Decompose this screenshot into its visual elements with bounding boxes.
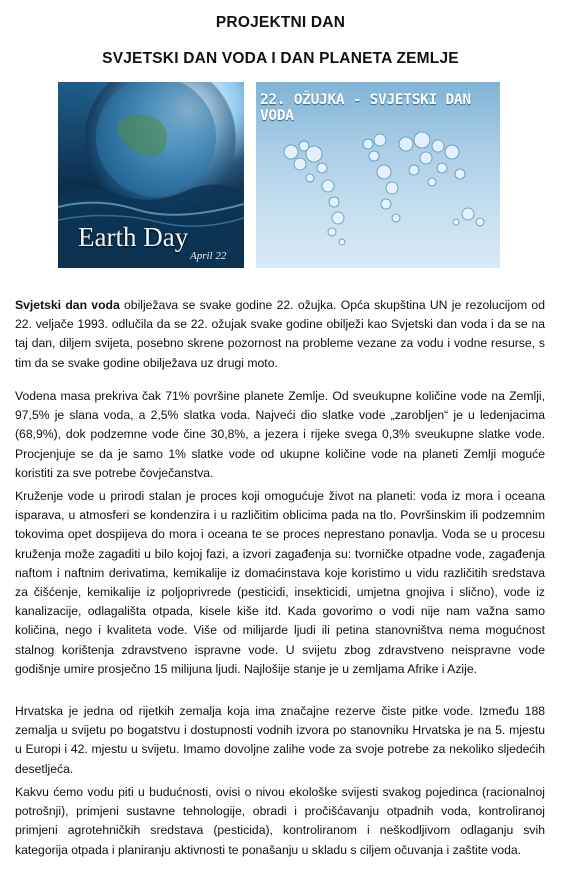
paragraph-lead-rest: obilježava se svake godine 22. ožujka. Opća skupština UN je rezolucijom od 22. veljače 1993. odlučila da se 22. ožujak svake godine obilježi kao Svjetski dan voda i da se na taj dan, diljem svijeta, posebno skrene pozornost na probleme vezane za vodu i vodne resurse, s tim da se svake godine obilježava uz drugi moto.: [15, 298, 545, 370]
paragraph-future-water: Kakvu ćemo vodu piti u budućnosti, ovisi o nivou ekološke svijesti svakog pojedinca (racionalnoj potrošnji), primjeni sustavne tehnologije, obradi i pročišćavanju otpadnih voda, kontroliranoj primjeni agrotehničkih sredstava (pesticida), kontroliranom i neškodljivom odlaganju svih kategorija otpada i planiranju aktivnosti te ponašanju u skladu s ciljem očuvanja i zaštite voda.: [15, 785, 545, 857]
earth-day-image: [58, 82, 244, 268]
paragraph-lead-bold: Svjetski dan voda: [15, 298, 120, 312]
document-subtitle: SVJETSKI DAN VODA I DAN PLANETA ZEMLJE: [102, 50, 459, 67]
earth-day-date: April 22: [190, 250, 227, 262]
earth-day-title: Earth Day: [78, 222, 189, 252]
water-day-image: [256, 82, 500, 268]
paragraph-croatia-reserves: Hrvatska je jedna od rijetkih zemalja koja ima značajne rezerve čiste pitke vode. Između 188 zemalja u svijetu po bogatstvu i dostupnosti vodnih izvora po stanovniku Hrvatska je na 5. mjestu u Europi i 42. mjestu u svijetu. Imamo dovoljne zalihe vode za svoje potrebe za nekoliko sljedećih desetljeća.: [15, 704, 545, 776]
paragraph-world-water-day: [15, 296, 545, 373]
water-day-title: 22. OŽUJKA - SVJETSKI DAN VODA: [260, 92, 471, 124]
water-droplet-map-graphic: [256, 82, 500, 268]
paragraph-water-cycle: Kruženje vode u prirodi stalan je proces koji omogućuje život na planeti: voda iz mora i oceana isparava, u atmosferi se kondenzira i u različitim oblicima pada na tlo. Površinskim ili podzemnim tokovima opet dospijeva do mora i oceana te se proces neprestano ponavlja. Voda se u procesu kruženja može zagaditi u bilo kojoj fazi, a izvori zagađenja su: tvorničke otpadne vode, zagađenja naftom i naftnim derivatima, kemikalije iz domaćinstava koje koristimo u vidu različitih sredstava za čišćenje, kemikalije iz poljoprivrede (pesticidi, insekticidi, umjetna gnojiva i slično), vode iz kanalizacije, odlagališta otpada, kisele kiše itd. Kada govorimo o vodi nije nam važna samo količina, nego i kvaliteta vode. Više od milijarde ljudi ili petina stanovništva nema mogućnost stalnog korištenja zdravstveno ispravne vode. U svijetu zbog zdravstveno neispravne vode godišnje umire prosječno 15 milijuna ljudi. Najlošije stanje je u zemljama Afrike i Azije.: [15, 489, 545, 676]
document-title: PROJEKTNI DAN: [215, 14, 346, 31]
paragraph-water-mass: Vodena masa prekriva čak 71% površine planete Zemlje. Od sveukupne količine vode na Zemlji, 97,5% je slana voda, a 2,5% slatka voda. Najveći dio slatke vode „zarobljen“ je u ledenjacima (68,9%), dok podzemne vode čine 30,8%, a jezera i rijeke svega 0,3% sveukupne slatke vode. Procjenjuje se da je samo 1% slatke vode od ukupne količine vode na planeti Zemlji moguće koristiti za sve potrebe čovječanstva.: [15, 389, 545, 480]
